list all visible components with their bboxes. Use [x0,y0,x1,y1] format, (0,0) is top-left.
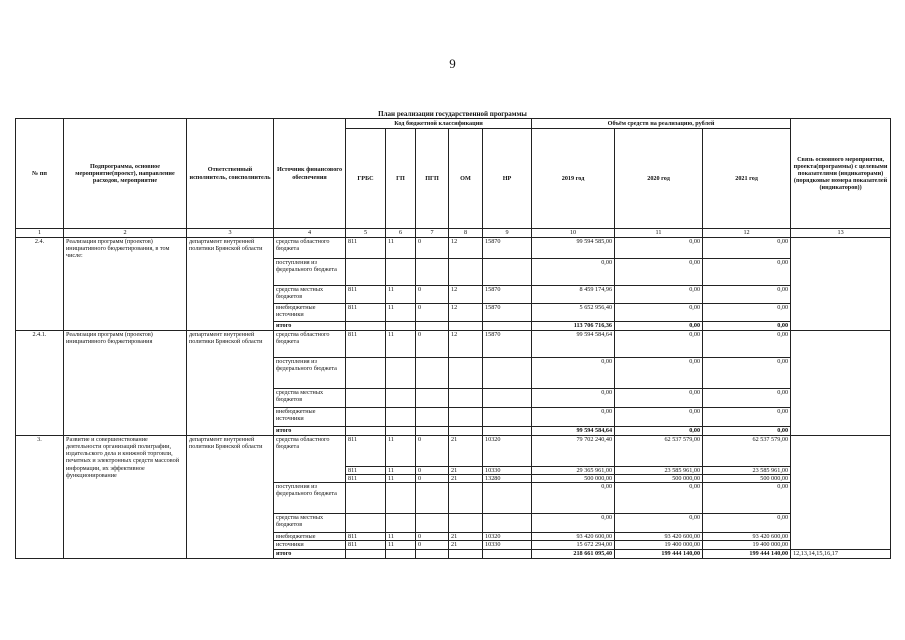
nr-cell: 15870 [483,331,532,358]
header-responsible: Ответственный исполнитель, соисполнитель [187,119,274,229]
amount-cell: 0,00 [703,331,791,358]
source-cell: средства областного бюджета [274,331,346,358]
gp-cell: 11 [386,467,416,475]
om-cell: 21 [449,467,483,475]
col-num: 6 [386,229,416,238]
nr-cell: 10320 [483,533,532,541]
header-om: ОМ [449,129,483,229]
amount-cell: 0,00 [703,259,791,286]
om-cell: 12 [449,286,483,304]
source-cell: поступления из федерального бюджета [274,259,346,286]
gp-cell: 11 [386,533,416,541]
gp-cell: 11 [386,286,416,304]
source-cell: средства областного бюджета [274,436,346,483]
gp-cell: 11 [386,238,416,259]
amount-cell: 23 585 961,00 [703,467,791,475]
amount-cell: 0,00 [532,389,615,408]
total-cell: 0,00 [703,427,791,436]
amount-cell: 0,00 [615,304,703,322]
link-cell: 12,13,14,15,16,17 [791,549,891,558]
nr-cell: 15870 [483,286,532,304]
source-cell: внебюджетные источники [274,304,346,322]
amount-cell: 8 459 174,96 [532,286,615,304]
total-cell: 0,00 [615,427,703,436]
header-num: № пп [16,119,64,229]
gp-cell: 11 [386,475,416,483]
amount-cell: 15 672 294,00 [532,541,615,549]
pgp-cell: 0 [416,286,449,304]
header-pgp: ПГП [416,129,449,229]
header-volume: Объём средств на реализацию, рублей [532,119,791,129]
header-2020: 2020 год [615,129,703,229]
col-num: 7 [416,229,449,238]
col-num: 13 [791,229,891,238]
pgp-cell: 0 [416,541,449,549]
amount-cell: 0,00 [703,286,791,304]
total-cell: 113 706 716,36 [532,322,615,331]
gp-cell: 11 [386,541,416,549]
row-responsible: департамент внутренней политики Брянской области [187,238,274,331]
grbs-cell: 811 [346,238,386,259]
amount-cell: 0,00 [615,358,703,389]
source-cell: итого [274,549,346,558]
source-cell: внебюджетные [274,533,346,541]
amount-cell: 0,00 [532,259,615,286]
source-cell: внебюджетные источники [274,408,346,427]
source-cell: средства местных бюджетов [274,514,346,533]
amount-cell: 29 365 961,00 [532,467,615,475]
amount-cell: 62 537 579,00 [703,436,791,467]
grbs-cell: 811 [346,304,386,322]
row-responsible: департамент внутренней политики Брянской области [187,331,274,436]
table-row [16,331,891,358]
header-budget-code: Код бюджетной классификации [346,119,532,129]
om-cell: 12 [449,238,483,259]
link-cell [791,238,891,331]
om-cell: 12 [449,304,483,322]
amount-cell: 0,00 [615,331,703,358]
amount-cell: 99 594 584,64 [532,331,615,358]
total-cell: 99 594 584,64 [532,427,615,436]
col-num: 2 [64,229,187,238]
amount-cell: 0,00 [615,408,703,427]
om-cell: 21 [449,533,483,541]
amount-cell: 0,00 [615,389,703,408]
amount-cell: 5 652 956,40 [532,304,615,322]
pgp-cell: 0 [416,436,449,467]
amount-cell: 0,00 [615,259,703,286]
col-num: 4 [274,229,346,238]
header-link: Связь основного мероприятия, проекта(программы) с целевыми показателями (индикаторами) (порядковые номера показателей (индикаторов)) [791,119,891,229]
link-cell [791,436,891,550]
gp-cell: 11 [386,331,416,358]
amount-cell: 0,00 [703,389,791,408]
amount-cell: 62 537 579,00 [615,436,703,467]
source-cell: средства областного бюджета [274,238,346,259]
amount-cell: 93 420 600,00 [615,533,703,541]
source-cell: итого [274,322,346,331]
grbs-cell: 811 [346,533,386,541]
total-cell: 218 661 095,40 [532,549,615,558]
amount-cell: 0,00 [532,408,615,427]
om-cell: 21 [449,541,483,549]
amount-cell: 19 400 000,00 [615,541,703,549]
total-cell: 0,00 [615,322,703,331]
total-cell: 199 444 140,00 [615,549,703,558]
pgp-cell: 0 [416,331,449,358]
amount-cell: 0,00 [615,286,703,304]
amount-cell: 0,00 [703,358,791,389]
amount-cell: 93 420 600,00 [532,533,615,541]
table-row [16,238,891,259]
source-cell: поступления из федерального бюджета [274,483,346,514]
nr-cell: 10330 [483,467,532,475]
plan-table [15,118,891,559]
header-source: Источник финансового обеспечения [274,119,346,229]
om-cell: 21 [449,475,483,483]
amount-cell: 0,00 [703,408,791,427]
col-num: 5 [346,229,386,238]
om-cell: 21 [449,436,483,467]
table-row [16,436,891,467]
header-2019: 2019 год [532,129,615,229]
row-responsible: департамент внутренней политики Брянской области [187,436,274,559]
amount-cell: 79 702 240,40 [532,436,615,467]
amount-cell: 0,00 [703,514,791,533]
row-number: 3. [16,436,64,559]
total-cell: 0,00 [703,322,791,331]
nr-cell: 10320 [483,436,532,467]
header-nr: НР [483,129,532,229]
nr-cell: 15870 [483,238,532,259]
amount-cell: 0,00 [703,304,791,322]
grbs-cell: 811 [346,475,386,483]
header-2021: 2021 год [703,129,791,229]
col-num: 10 [532,229,615,238]
col-num: 9 [483,229,532,238]
amount-cell: 0,00 [703,238,791,259]
nr-cell: 15870 [483,304,532,322]
column-number-row [16,229,891,238]
source-cell: средства местных бюджетов [274,286,346,304]
grbs-cell: 811 [346,467,386,475]
table-title: План реализации государственной программы [378,110,527,118]
col-num: 3 [187,229,274,238]
row-name: Реализация программ (проектов) инициативного бюджетирования [64,331,187,436]
pgp-cell: 0 [416,475,449,483]
amount-cell: 0,00 [532,514,615,533]
grbs-cell: 811 [346,286,386,304]
amount-cell: 500 000,00 [615,475,703,483]
nr-cell: 10330 [483,541,532,549]
amount-cell: 0,00 [532,358,615,389]
col-num: 8 [449,229,483,238]
grbs-cell: 811 [346,541,386,549]
grbs-cell: 811 [346,436,386,467]
row-number: 2.4. [16,238,64,331]
amount-cell: 23 585 961,00 [615,467,703,475]
amount-cell: 19 400 000,00 [703,541,791,549]
amount-cell: 93 420 600,00 [703,533,791,541]
total-cell: 199 444 140,00 [703,549,791,558]
header-subprogram: Подпрограмма, основное мероприятие(проект), направление расходов, мероприятие [64,119,187,229]
gp-cell: 11 [386,304,416,322]
amount-cell: 99 594 585,00 [532,238,615,259]
om-cell: 12 [449,331,483,358]
amount-cell: 0,00 [703,483,791,514]
row-name: Реализация программ (проектов) инициативного бюджетирования, в том числе: [64,238,187,331]
header-gp: ГП [386,129,416,229]
source-cell: источники [274,541,346,549]
header-grbs: ГРБС [346,129,386,229]
source-cell: поступления из федерального бюджета [274,358,346,389]
amount-cell: 500 000,00 [703,475,791,483]
link-cell [791,331,891,436]
amount-cell: 500 000,00 [532,475,615,483]
source-cell: средства местных бюджетов [274,389,346,408]
pgp-cell: 0 [416,238,449,259]
amount-cell: 0,00 [615,514,703,533]
col-num: 1 [16,229,64,238]
pgp-cell: 0 [416,304,449,322]
page-number: 9 [449,56,456,71]
amount-cell: 0,00 [532,483,615,514]
row-number: 2.4.1. [16,331,64,436]
nr-cell: 13280 [483,475,532,483]
col-num: 11 [615,229,703,238]
grbs-cell: 811 [346,331,386,358]
pgp-cell: 0 [416,533,449,541]
amount-cell: 0,00 [615,483,703,514]
row-name: Развитие и совершенствование деятельности организаций полиграфии, издательского дела и книжной торговли, печатных и электронных средств массовой информации, их эффективное функционирование [64,436,187,559]
pgp-cell: 0 [416,467,449,475]
col-num: 12 [703,229,791,238]
gp-cell: 11 [386,436,416,467]
amount-cell: 0,00 [615,238,703,259]
source-cell: итого [274,427,346,436]
